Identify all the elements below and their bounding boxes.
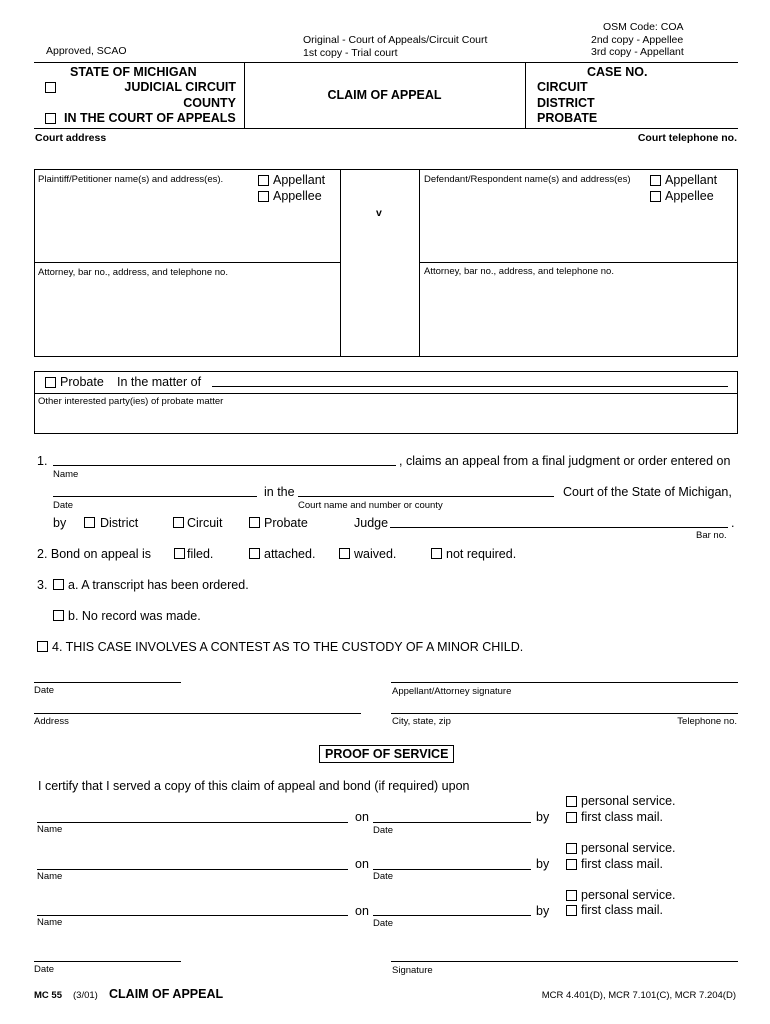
service-name-caption: Name xyxy=(37,917,63,928)
personal-service-checkbox[interactable] xyxy=(566,843,577,854)
sign-date-line[interactable] xyxy=(34,682,181,683)
first-class-mail-label: first class mail. xyxy=(581,903,663,917)
other-parties-label: Other interested party(ies) of probate matter xyxy=(38,396,224,407)
defendant-attorney-label: Attorney, bar no., address, and telephone no. xyxy=(424,266,614,277)
bond-attached-checkbox[interactable] xyxy=(249,548,260,559)
probate-court-checkbox[interactable] xyxy=(249,517,260,528)
proof-date-line[interactable] xyxy=(34,961,181,962)
bar-no-caption: Bar no. xyxy=(696,530,727,541)
judicial-circuit-label: JUDICIAL CIRCUIT xyxy=(124,80,236,94)
judge-line[interactable] xyxy=(390,527,728,528)
service-date-line[interactable] xyxy=(373,869,531,870)
court-address-label: Court address xyxy=(35,132,107,144)
parties-right-divider xyxy=(419,169,420,357)
item1-number: 1. xyxy=(37,454,48,468)
header-top-rule xyxy=(34,62,738,63)
judge-period: . xyxy=(731,516,735,530)
distribution-line-4: 3rd copy - Appellant xyxy=(591,46,684,58)
header-bottom-rule xyxy=(34,128,738,129)
transcript-label: a. A transcript has been ordered. xyxy=(68,578,249,592)
county-label: COUNTY xyxy=(183,96,236,110)
header-divider-right xyxy=(525,62,526,129)
transcript-checkbox[interactable] xyxy=(53,579,64,590)
distribution-line-2: 1st copy - Trial court xyxy=(303,47,398,59)
appellant-name-line[interactable] xyxy=(53,465,396,466)
in-the-label: in the xyxy=(264,485,295,499)
plaintiff-appellant-checkbox[interactable] xyxy=(258,175,269,186)
first-class-mail-checkbox[interactable] xyxy=(566,859,577,870)
service-name-line[interactable] xyxy=(37,869,348,870)
judicial-circuit-checkbox[interactable] xyxy=(45,82,56,93)
proof-title: PROOF OF SERVICE xyxy=(319,745,454,763)
bond-waived-label: waived. xyxy=(354,547,397,561)
service-date-caption: Date xyxy=(373,871,394,882)
plaintiff-appellee-checkbox[interactable] xyxy=(258,191,269,202)
personal-service-label: personal service. xyxy=(581,841,676,855)
service-on-label: on xyxy=(355,904,369,918)
case-no-label: CASE NO. xyxy=(587,65,648,79)
judgment-date-line[interactable] xyxy=(53,496,257,497)
bond-not-required-checkbox[interactable] xyxy=(431,548,442,559)
first-class-mail-label: first class mail. xyxy=(581,810,663,824)
signature-line[interactable] xyxy=(391,682,738,683)
service-by-label: by xyxy=(536,904,550,918)
address-caption: Address xyxy=(34,716,69,727)
custody-checkbox[interactable] xyxy=(37,641,48,652)
service-name-caption: Name xyxy=(37,871,63,882)
court-caption: Court name and number or county xyxy=(298,500,443,511)
approval-note: Approved, SCAO xyxy=(46,45,127,57)
proof-signature-line[interactable] xyxy=(391,961,738,962)
service-date-caption: Date xyxy=(373,918,394,929)
personal-service-label: personal service. xyxy=(581,794,676,808)
service-name-line[interactable] xyxy=(37,915,348,916)
bond-waived-checkbox[interactable] xyxy=(339,548,350,559)
circuit-checkbox[interactable] xyxy=(173,517,184,528)
footer-title: CLAIM OF APPEAL xyxy=(109,987,224,1001)
parties-left-divider xyxy=(340,169,341,357)
personal-service-label: personal service. xyxy=(581,888,676,902)
matter-of-label: In the matter of xyxy=(117,375,202,389)
plaintiff-attorney-label: Attorney, bar no., address, and telephone no. xyxy=(38,267,228,278)
bond-attached-label: attached. xyxy=(264,547,316,561)
proof-signature-caption: Signature xyxy=(392,965,433,976)
telephone-caption: Telephone no. xyxy=(677,716,737,727)
district-checkbox[interactable] xyxy=(84,517,95,528)
service-date-line[interactable] xyxy=(373,822,531,823)
defendant-appellant-checkbox[interactable] xyxy=(650,175,661,186)
claims-text: , claims an appeal from a final judgment or order entered on xyxy=(399,454,731,468)
court-of-state-label: Court of the State of Michigan, xyxy=(563,485,732,499)
form-number: MC 55 xyxy=(34,990,62,1001)
defendant-appellee-label: Appellee xyxy=(665,189,714,203)
plaintiff-appellee-label: Appellee xyxy=(273,189,322,203)
court-rules: MCR 4.401(D), MCR 7.101(C), MCR 7.204(D) xyxy=(541,990,736,1001)
service-date-line[interactable] xyxy=(373,915,531,916)
case-type-district: DISTRICT xyxy=(537,96,595,110)
service-name-line[interactable] xyxy=(37,822,348,823)
matter-of-line[interactable] xyxy=(212,386,728,387)
probate-court-label: Probate xyxy=(264,516,308,530)
custody-label: 4. THIS CASE INVOLVES A CONTEST AS TO THE CUSTODY OF A MINOR CHILD. xyxy=(52,640,524,654)
probate-checkbox[interactable] xyxy=(45,377,56,388)
by-label: by xyxy=(53,516,67,530)
bond-filed-label: filed. xyxy=(187,547,214,561)
state-heading: STATE OF MICHIGAN xyxy=(70,65,197,79)
signature-caption: Appellant/Attorney signature xyxy=(392,686,512,697)
sign-date-caption: Date xyxy=(34,685,55,696)
first-class-mail-label: first class mail. xyxy=(581,857,663,871)
bond-not-required-label: not required. xyxy=(446,547,517,561)
proof-date-caption: Date xyxy=(34,964,55,975)
service-date-caption: Date xyxy=(373,825,394,836)
distribution-line-3: 2nd copy - Appellee xyxy=(591,34,684,46)
circuit-label: Circuit xyxy=(187,516,223,530)
certify-text: I certify that I served a copy of this claim of appeal and bond (if required) upon xyxy=(38,779,470,793)
court-name-line[interactable] xyxy=(298,496,554,497)
first-class-mail-checkbox[interactable] xyxy=(566,812,577,823)
court-of-appeals-label: IN THE COURT OF APPEALS xyxy=(64,111,236,125)
form-revision: (3/01) xyxy=(73,990,98,1001)
bond-label: 2. Bond on appeal is xyxy=(37,547,151,561)
item3-number: 3. xyxy=(37,578,48,592)
personal-service-checkbox[interactable] xyxy=(566,796,577,807)
service-on-label: on xyxy=(355,857,369,871)
personal-service-checkbox[interactable] xyxy=(566,890,577,901)
district-label: District xyxy=(100,516,139,530)
defendant-label: Defendant/Respondent name(s) and address(es) xyxy=(424,174,631,185)
probate-divider xyxy=(34,393,738,394)
no-record-checkbox[interactable] xyxy=(53,610,64,621)
service-by-label: by xyxy=(536,857,550,871)
plaintiff-label: Plaintiff/Petitioner name(s) and address(es). xyxy=(38,174,224,185)
name-caption: Name xyxy=(53,469,79,480)
probate-label: Probate xyxy=(60,375,104,389)
service-by-label: by xyxy=(536,810,550,824)
bond-filed-checkbox[interactable] xyxy=(174,548,185,559)
parties-box xyxy=(34,169,738,357)
address-line[interactable] xyxy=(34,713,361,714)
plaintiff-attorney-rule xyxy=(34,262,341,263)
city-line[interactable] xyxy=(391,713,738,714)
service-name-caption: Name xyxy=(37,824,63,835)
defendant-appellee-checkbox[interactable] xyxy=(650,191,661,202)
form-title: CLAIM OF APPEAL xyxy=(327,88,442,102)
versus-label: v xyxy=(376,207,382,219)
defendant-attorney-rule xyxy=(419,262,738,263)
distribution-line-1: Original - Court of Appeals/Circuit Court xyxy=(303,34,488,46)
no-record-label: b. No record was made. xyxy=(68,609,201,623)
case-type-circuit: CIRCUIT xyxy=(537,80,588,94)
osm-code: OSM Code: COA xyxy=(603,21,684,33)
service-on-label: on xyxy=(355,810,369,824)
court-telephone-label: Court telephone no. xyxy=(637,132,737,144)
court-of-appeals-checkbox[interactable] xyxy=(45,113,56,124)
date-caption: Date xyxy=(53,500,74,511)
defendant-appellant-label: Appellant xyxy=(665,173,718,187)
case-type-probate: PROBATE xyxy=(537,111,598,125)
plaintiff-appellant-label: Appellant xyxy=(273,173,326,187)
judge-label: Judge xyxy=(354,516,389,530)
city-caption: City, state, zip xyxy=(392,716,451,727)
first-class-mail-checkbox[interactable] xyxy=(566,905,577,916)
